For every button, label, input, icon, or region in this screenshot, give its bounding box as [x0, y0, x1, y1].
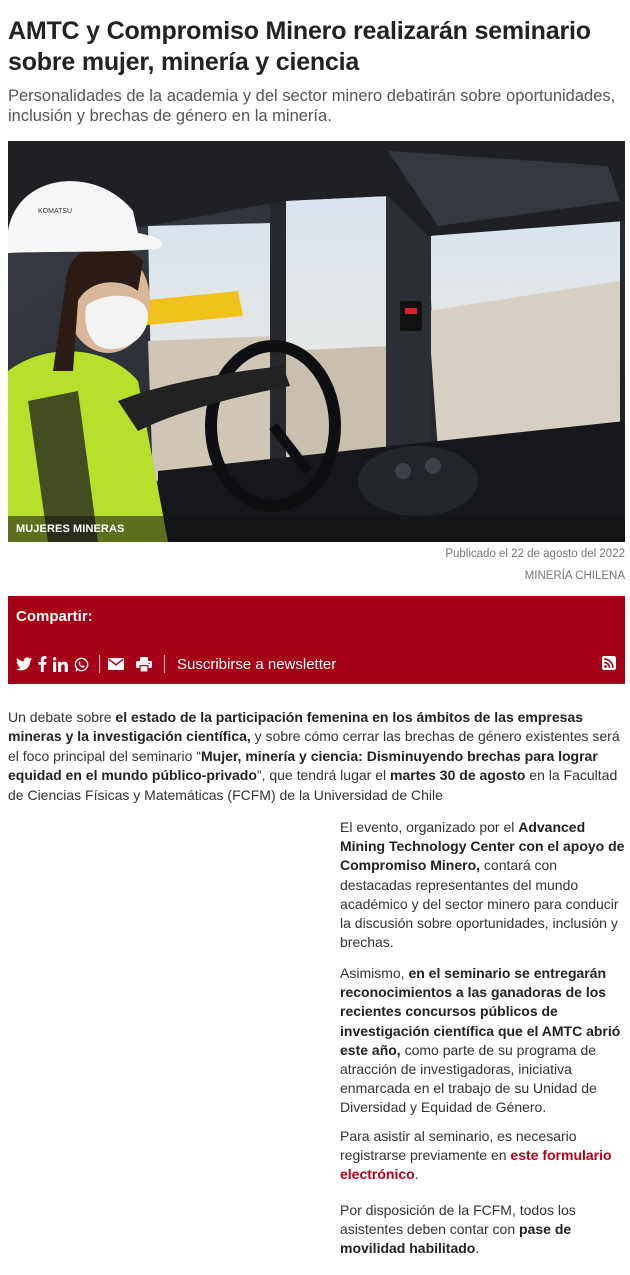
article-source: MINERÍA CHILENA	[524, 570, 625, 582]
newsletter-link[interactable]: Suscribirse a newsletter	[177, 655, 337, 673]
hero-photo-illustration	[8, 141, 625, 542]
registration-form-link[interactable]: este formulario electrónico	[340, 1147, 612, 1183]
hero-caption: MUJERES MINERAS	[16, 523, 125, 535]
body-paragraph-1: El evento, organizado por el Advanced Mining Technology Center con el apoyo de Compromiso Minero, contará con destacadas representantes del mundo académico y del sector minero para conducir la discusión sobre oportunidades, inclusión y brechas.	[340, 819, 625, 951]
article-subtitle: Personalidades de la academia y del sector minero debatirán sobre oportunidades, inclusión y brechas de género en la minería.	[8, 87, 616, 125]
twitter-icon[interactable]	[16, 657, 32, 671]
hero-caption-band	[8, 516, 625, 542]
seminar-name: Mujer, minería y ciencia: Disminuyendo brechas para lograr equidad en el mundo público-privado	[8, 747, 598, 784]
lead-highlight: el estado de la participación femenina en los ámbitos de las empresas mineras y la investigación científica,	[8, 709, 584, 745]
email-icon[interactable]	[108, 658, 124, 670]
body-paragraph-4: Por disposición de la FCFM, todos los asistentes deben contar con pase de movilidad habilitado.	[340, 1202, 576, 1257]
facebook-icon[interactable]	[38, 656, 47, 672]
hero-image	[8, 141, 625, 542]
print-icon[interactable]	[136, 657, 152, 672]
body-paragraph-3: Para asistir al seminario, es necesario registrarse previamente en este formulario electrónico.	[340, 1128, 612, 1183]
share-bar	[8, 596, 625, 684]
publish-date: Publicado el 22 de agosto del 2022	[445, 548, 625, 560]
share-divider	[164, 655, 165, 673]
article-title: AMTC y Compromiso Minero realizarán seminario sobre mujer, minería y ciencia	[8, 17, 591, 76]
rss-icon[interactable]	[602, 656, 616, 675]
lead-paragraph: Un debate sobre el estado de la participación femenina en los ámbitos de las empresas mineras y la investigación científica, y sobre cómo cerrar las brechas de género existentes será el foco principal del seminario “Mujer, minería y ciencia: Disminuyendo brechas para lograr equidad en el mundo público-privado”, que tendrá lugar el martes 30 de agosto en la Facultad de Ciencias Físicas y Matemáticas (FCFM) de la Universidad de Chile	[8, 709, 620, 803]
seminar-date: martes 30 de agosto	[390, 767, 526, 784]
share-divider	[99, 655, 100, 673]
share-row	[16, 654, 336, 674]
linkedin-icon[interactable]	[53, 657, 68, 672]
whatsapp-icon[interactable]	[74, 657, 89, 672]
share-label: Compartir:	[16, 608, 93, 625]
hard-hat-logo-text: KOMATSU	[38, 208, 73, 215]
body-paragraph-2: Asimismo, en el seminario se entregarán reconocimientos a las ganadoras de los recientes concursos públicos de investigación científica que el AMTC abrió este año, como parte de su programa de atracción de investigadoras, iniciativa enmarcada en el trabajo de su Unidad de Diversidad y Equidad de Género.	[340, 965, 621, 1116]
